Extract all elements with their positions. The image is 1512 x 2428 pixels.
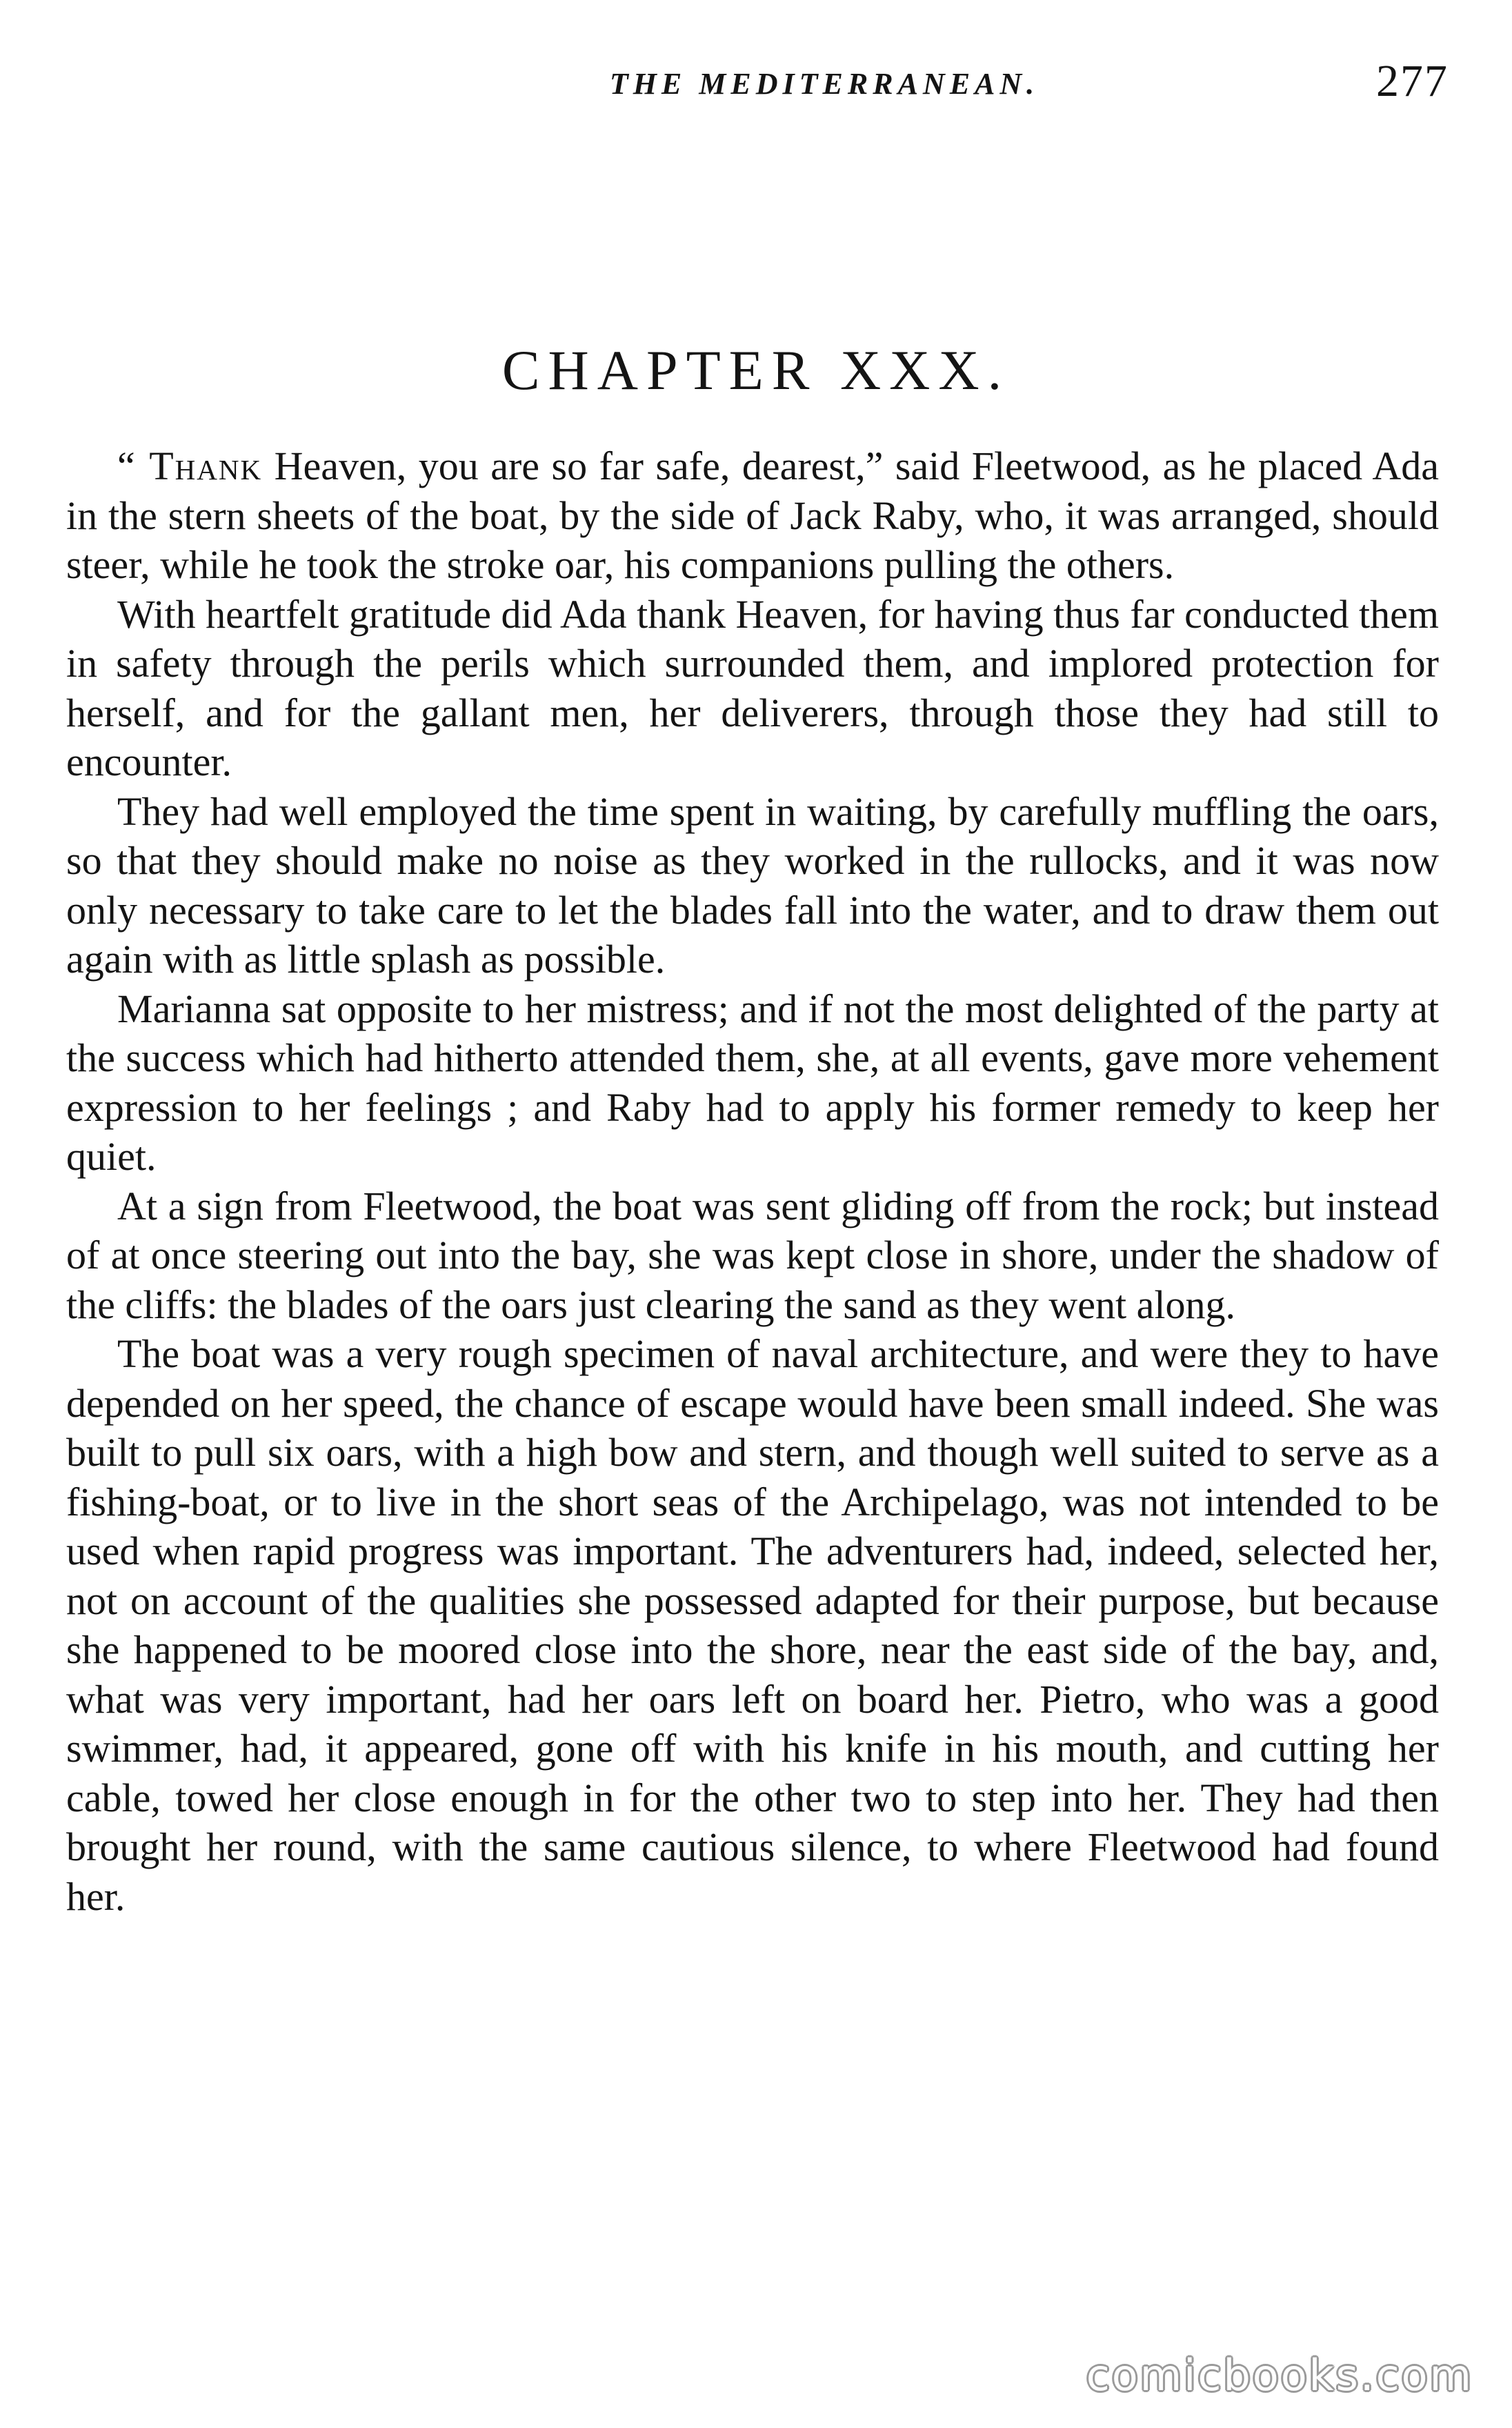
page-number: 277 xyxy=(1376,56,1449,106)
paragraph: With heartfelt gratitude did Ada thank Heaven, for having thus far conducted them in safety through the perils which surrounded them, and implored protection for herself, and for the gallant men, her deliverers, through those they had still to encounter. xyxy=(66,591,1439,784)
paragraph-text: Heaven, you are so far safe, dearest,” said Fleetwood, as he placed Ada in the stern sheets of the boat, by the side of Jack Raby, who, it was arranged, should steer, while he took the stroke oar, his companions pulling the others. xyxy=(66,444,1439,587)
watermark: comicbooks.com xyxy=(1086,2350,1473,2400)
paragraph: At a sign from Fleetwood, the boat was sent gliding off from the rock; but instead of at once steering out into the bay, she was kept close in shore, under the shadow of the cliffs: the blades of the oars just clearing the sand as they went along. xyxy=(66,1183,1439,1327)
running-head: THE MEDITERRANEAN. xyxy=(609,67,1040,101)
chapter-body xyxy=(66,441,1439,1921)
paragraph-opening-word: “ Thank xyxy=(117,444,263,488)
chapter-title: CHAPTER XXX. xyxy=(501,339,1011,401)
paragraph xyxy=(66,441,1439,590)
paragraph: They had well employed the time spent in waiting, by carefully muffling the oars, so that they should make no noise as they worked in the rullocks, and it was now only necessary to take care to let the blades fall into the water, and to draw them out again with as little splash as possible. xyxy=(66,788,1439,982)
paragraph: Marianna sat opposite to her mistress; and if not the most delighted of the party at the success which had hitherto attended them, she, at all events, gave more vehement expression to her feelings ; and Raby had to apply his former remedy to keep her quiet. xyxy=(66,986,1439,1179)
paragraph: The boat was a very rough specimen of naval architecture, and were they to have depended on her speed, the chance of escape would have been small indeed. She was built to pull six oars, with a high bow and stern, and though well suited to serve as a fishing-boat, or to live in the short seas of the Archipelago, was not intended to be used when rapid progress was important. The adventurers had, indeed, selected her, not on account of the qualities she possessed adapted for their purpose, but because she happened to be moored close into the shore, near the east side of the bay, and, what was very important, had her oars left on board her. Pietro, who was a good swimmer, had, it appeared, gone off with his knife in his mouth, and cutting her cable, towed her close enough in for the other two to step into her. They had then brought her round, with the same cautious silence, to where Fleetwood had found her. xyxy=(66,1331,1439,1919)
page-header xyxy=(76,56,1449,121)
